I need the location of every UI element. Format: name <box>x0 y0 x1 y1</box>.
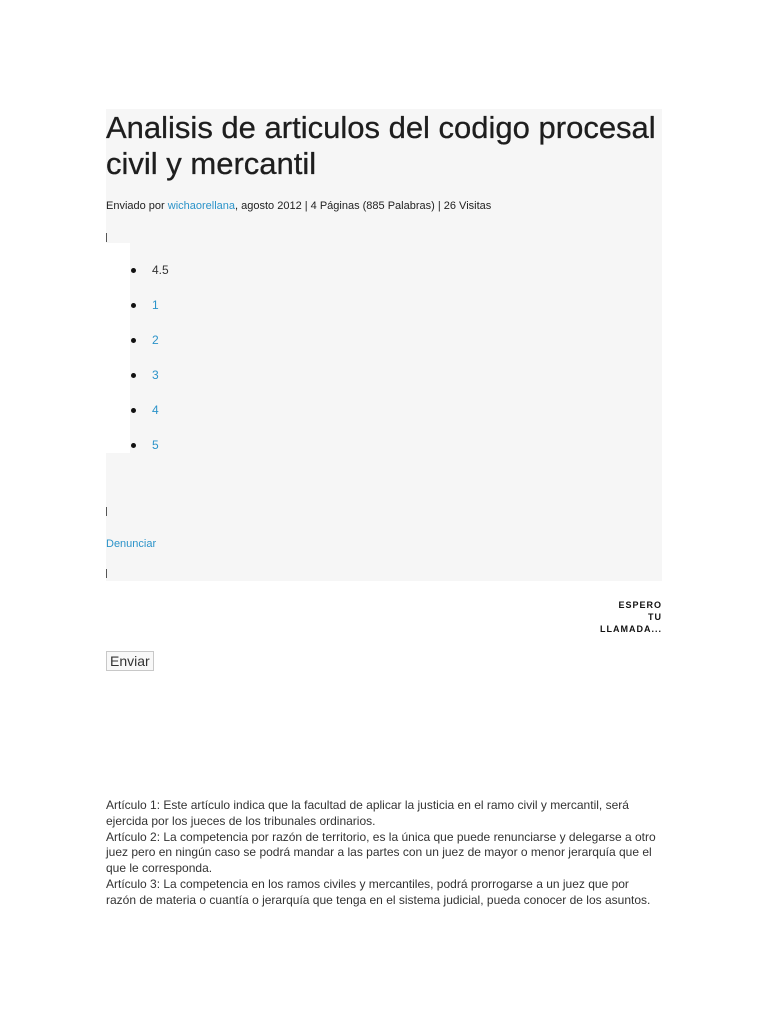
document-meta <box>106 199 491 213</box>
separator-bar <box>106 233 107 242</box>
rating-star-link[interactable]: 2 <box>152 333 159 347</box>
paragraph: Artículo 1: Este artículo indica que la facultad de aplicar la justicia en el ramo civil y mercantil, será ejercida por los jueces de los tribunales ordinarios. <box>106 798 629 828</box>
rating-star-3[interactable] <box>106 368 169 403</box>
meta-details: , agosto 2012 | 4 Páginas (885 Palabras) | 26 Visitas <box>235 200 492 212</box>
rating-star-4[interactable] <box>106 403 169 438</box>
ad-line: LLAMADA... <box>600 624 662 634</box>
send-button[interactable]: Enviar <box>106 651 154 671</box>
meta-prefix: Enviado por <box>106 200 168 212</box>
ad-line: TU <box>648 612 662 622</box>
paragraph: Artículo 3: La competencia en los ramos civiles y mercantiles, podrá prorrogarse a un juez que por razón de materia o cuantía o jerarquía que tenga en el sistema judicial, pueda conocer de los asuntos. <box>106 876 651 907</box>
paragraph: Artículo 2: La competencia por razón de territorio, es la única que puede renunciarse y delegarse a otro juez pero en ningún caso se podrá mandar a las partes con un juez de mayor o menor jerarquía que el que le corresponda. <box>106 829 656 876</box>
rating-star-link[interactable]: 4 <box>152 403 159 417</box>
rating-star-link[interactable]: 3 <box>152 368 159 382</box>
page-title: Analisis de articulos del codigo procesal civil y mercantil <box>106 110 656 181</box>
report-link[interactable]: Denunciar <box>106 538 157 550</box>
separator-bar <box>106 507 107 516</box>
ad-line: ESPERO <box>618 600 662 610</box>
ad-text <box>600 599 662 635</box>
rating-star-link[interactable]: 5 <box>152 438 159 452</box>
document-body <box>106 798 662 909</box>
rating-star-2[interactable] <box>106 333 169 368</box>
author-link[interactable]: wichaorellana <box>167 200 236 212</box>
rating-score: 4.5 <box>106 263 169 298</box>
rating-list <box>106 263 169 473</box>
rating-star-link[interactable]: 1 <box>152 298 159 312</box>
separator-bar <box>106 569 107 578</box>
rating-star-5[interactable] <box>106 438 169 473</box>
rating-star-1[interactable] <box>106 298 169 333</box>
